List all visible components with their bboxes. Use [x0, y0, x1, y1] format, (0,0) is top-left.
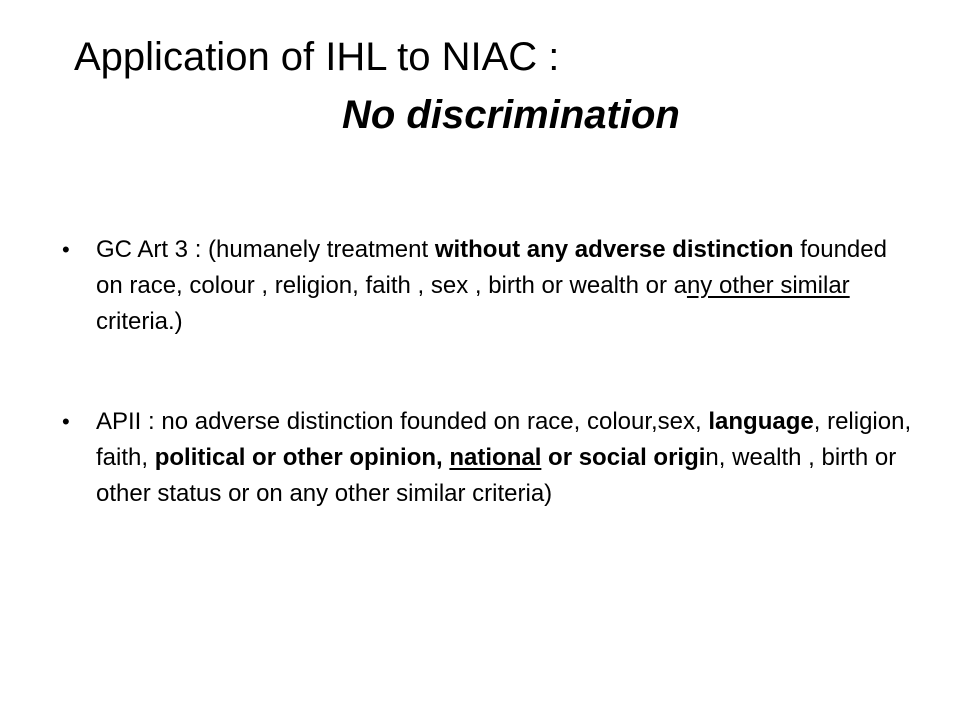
bold-phrase: language: [708, 408, 814, 435]
bold-phrase: without any adverse distinction: [434, 236, 794, 263]
bullet-text-segment: APII : no adverse distinction founded on race, colour,sex,: [96, 408, 709, 435]
bullet-text-segment: n, wealth , birth or other status or on any other similar criteria): [96, 444, 897, 507]
title-line-2: No discrimination: [342, 93, 680, 137]
bullet-dot-icon: •: [62, 237, 70, 262]
bullet-apii: [60, 404, 920, 512]
slide-title: [74, 28, 894, 144]
bullet-dot-icon: •: [62, 409, 70, 434]
bold-phrase: or social origi: [541, 444, 706, 471]
bullet-text-segment: GC Art 3 : (humanely treatment: [96, 236, 435, 263]
bullet-text-segment: criteria.): [96, 308, 183, 335]
title-line-1: Application of IHL to NIAC :: [74, 35, 560, 79]
bold-phrase: political or other opinion,: [154, 444, 450, 471]
bold-underlined-phrase: national: [449, 444, 542, 471]
bullet-gc-art-3: [60, 232, 920, 340]
underlined-phrase: ny other similar: [686, 272, 850, 299]
bullet-text-segment: , religion, faith,: [96, 408, 912, 471]
bullet-text-segment: founded on race, colour , religion, faith , sex , birth or wealth or a: [96, 236, 887, 299]
bullet-list: [60, 232, 920, 512]
